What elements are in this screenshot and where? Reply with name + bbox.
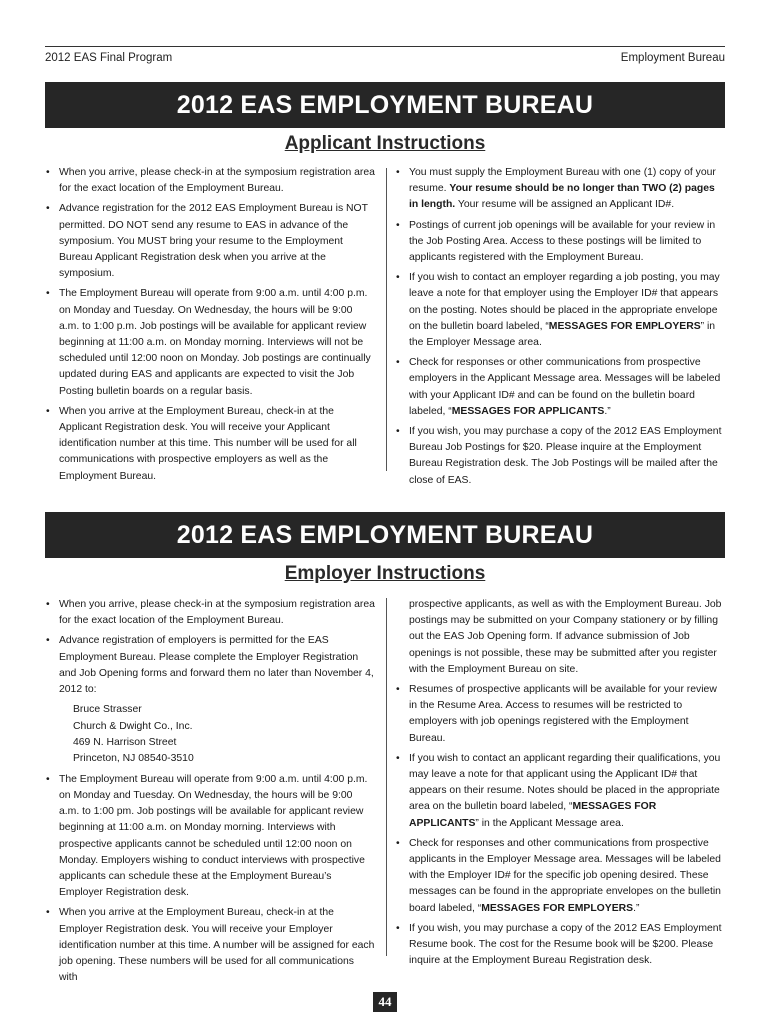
applicant-left-column <box>45 165 375 489</box>
column-divider <box>386 168 387 471</box>
list-item: • Advance registration of employers is permitted for the EAS Employment Bureau. Please complete the Employer Registration and Job Opening forms and forward them no later than November 4, 2012 to: <box>46 635 374 696</box>
list-item: • When you arrive, please check-in at the symposium registration area for the exact location of the Employment Bureau. <box>46 167 375 195</box>
list-item: • When you arrive, please check-in at the symposium registration area for the exact location of the Employment Bureau. <box>46 599 375 627</box>
page-header <box>45 46 725 69</box>
employer-right-column <box>395 597 725 973</box>
list-item: • If you wish, you may purchase a copy of the 2012 EAS Employment Resume book. The cost for the Resume book will be $200. Please inquire at the Employment Bureau Registration desk. <box>396 922 722 967</box>
applicant-instructions-heading: Applicant Instructions <box>284 133 486 154</box>
employer-left-column <box>45 597 375 990</box>
list-item: • The Employment Bureau will operate from 9:00 a.m. until 4:00 p.m. on Monday and Tuesday. On Wednesday, the hours will be 9:00 a.m. to 1:00 pm. Job postings will be available for applicant review beginning at 11:00 a.m. on Monday morning. Interviews with prospective applicants cannot be scheduled until 12:00 noon on Monday. Employers wishing to conduct interviews with prospective applicants can schedule these at the Employment Bureau’s Employer Registration desk. <box>46 773 368 899</box>
page-number: 44 <box>373 992 397 1012</box>
list-item: • You must supply the Employment Bureau with one (1) copy of your resume. Your resume should be no longer than TWO (2) pages in length. Your resume will be assigned an Applicant ID#. <box>396 167 716 211</box>
list-item: • Advance registration for the 2012 EAS Employment Bureau is NOT permitted. DO NOT send any resume to EAS in advance of the symposium. You MUST bring your resume to the Employment Bureau Applicant Registration desk when you arrive at the symposium. <box>46 203 368 280</box>
employer-section-banner: 2012 EAS EMPLOYMENT BUREAU <box>45 512 725 558</box>
mailing-address: Bruce Strasser Church & Dwight Co., Inc. 469 N. Harrison Street Princeton, NJ 08540-3510 <box>73 704 194 765</box>
applicant-right-column <box>395 165 725 493</box>
list-item: • If you wish to contact an employer regarding a job posting, you may leave a note for that employer using the Employer ID# that appears on the posting. Notes should be placed in the appropriate envelope on the bulletin board labeled, “MESSAGES FOR EMPLOYERS” in the Employer Message area. <box>396 272 720 349</box>
employer-instructions-heading: Employer Instructions <box>284 563 486 584</box>
continued-paragraph: prospective applicants, as well as with the Employment Bureau. Job postings may be submitted on your Company stationery or by filling out the EAS Job Opening form. If advance submission of Job openings is not possible, these may be submitted after you register with the Employment Bureau on site. <box>409 599 722 675</box>
list-item: • Check for responses and other communications from prospective applicants in the Employer Message area. Messages will be labeled with the Employer ID# for the specific job opening desired. These messages can be found in the appropriate envelopes on the bulletin board labeled, “MESSAGES FOR EMPLOYERS.” <box>396 837 721 914</box>
list-item: • The Employment Bureau will operate from 9:00 a.m. until 4:00 p.m. on Monday and Tuesday. On Wednesday, the hours will be 9:00 a.m. to 1:00 p.m. Job postings will be available for applicant review beginning at 11:00 a.m. on Monday morning. Interviews will not be scheduled until 12:00 noon on Monday. Job postings are continually updated during EAS and applicants are expected to visit the Job Posting bulletin boards on a regular basis. <box>46 288 371 397</box>
list-item: • If you wish to contact an applicant regarding their qualifications, you may leave a note for that applicant using the Applicant ID# that appears on their resume. Notes should be placed in the appropriate area on the bulletin board labeled, “MESSAGES FOR APPLICANTS” in the Applicant Message area. <box>396 752 721 829</box>
list-item: • If you wish, you may purchase a copy of the 2012 EAS Employment Bureau Job Postings for $20. Please inquire at the Employment Bureau Registration desk. The Job Postings will be mailed after the close of EAS. <box>396 426 722 486</box>
column-divider <box>386 598 387 956</box>
header-program-title: 2012 EAS Final Program <box>45 52 173 64</box>
list-item: • Resumes of prospective applicants will be available for your review in the Resume Area. Access to resumes will be restricted to employers with job openings registered with the Employment Bureau. <box>396 684 717 744</box>
applicant-section-banner: 2012 EAS EMPLOYMENT BUREAU <box>45 82 725 128</box>
header-section-title: Employment Bureau <box>620 52 725 64</box>
list-item: • When you arrive at the Employment Bureau, check-in at the Employer Registration desk. You will receive your Employer identification number at this time. A number will be assigned for each job opening. These numbers will be used for all communications with <box>46 907 375 984</box>
list-item: • Check for responses or other communications from prospective employers in the Applicant Message area. Messages will be labeled with your Applicant ID# and can be found on the bulletin board labeled, “MESSAGES FOR APPLICANTS.” <box>396 357 721 417</box>
list-item: • When you arrive at the Employment Bureau, check-in at the Applicant Registration desk. You will receive your Applicant identification number at this time. This number will be used for all communications with prospective employers as well as the Employment Bureau. <box>46 405 357 482</box>
list-item: • Postings of current job openings will be available for your review in the Job Posting Area. Access to these postings will be limited to applicants registered with the Employment Bureau. <box>396 219 716 264</box>
